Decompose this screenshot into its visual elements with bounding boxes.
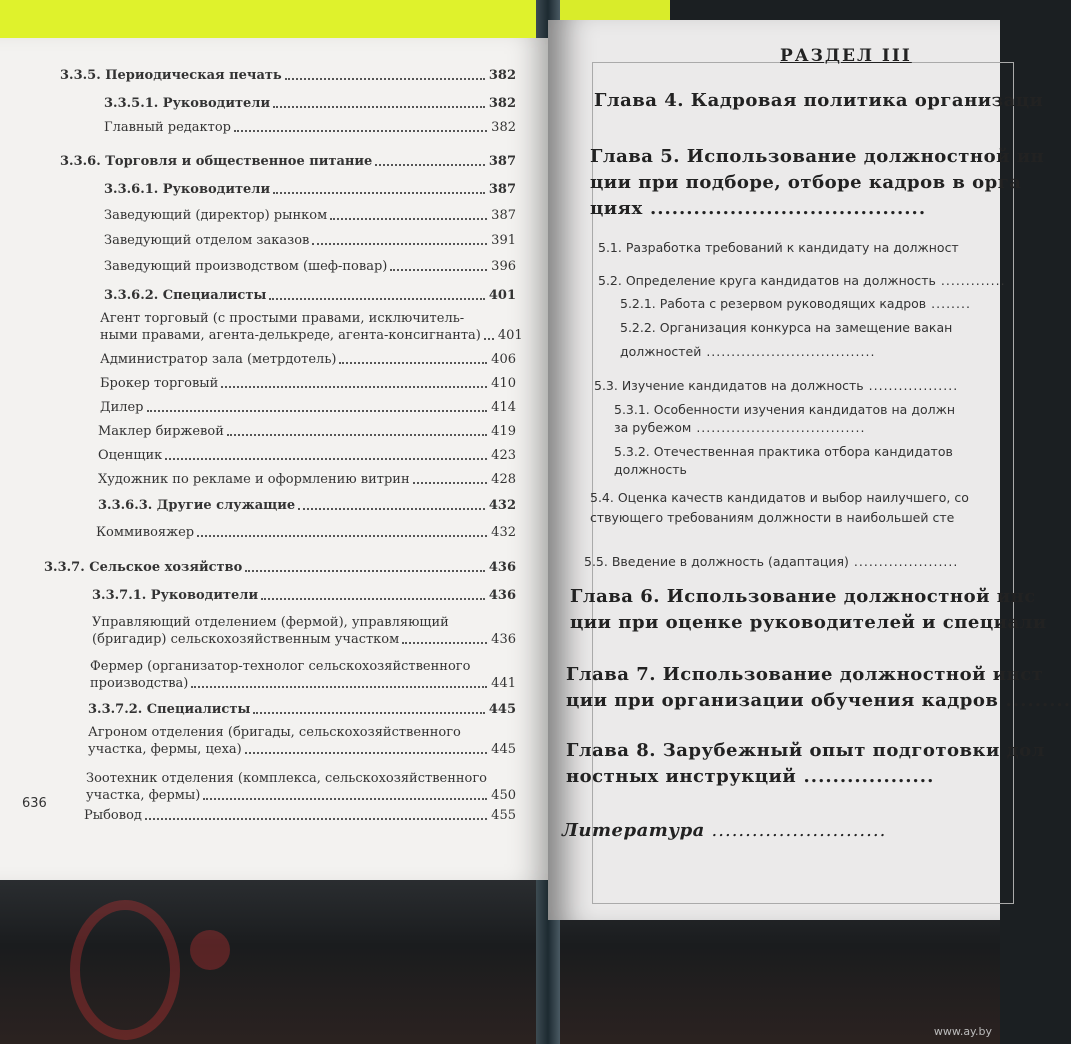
- chapter-5-line2: ции при подборе, отборе кадров в орга: [590, 172, 1022, 193]
- toc-entry: Маклер биржевой 419: [98, 424, 516, 439]
- chapter-8-line2: ностных инструкций ..................: [566, 766, 935, 787]
- toc-entry: производства) 441: [90, 676, 516, 691]
- toc-entry: 3.3.7.2. Специалисты 445: [88, 702, 516, 717]
- watermark: www.ay.by: [933, 1025, 992, 1038]
- toc-entry: Брокер торговый 410: [100, 376, 516, 391]
- toc-5-5: 5.5. Введение в должность (адаптация) .....................: [584, 554, 959, 569]
- toc-5-3-1-line2: за рубежом ..................................: [614, 420, 866, 435]
- toc-entry: Администратор зала (метрдотель) 406: [100, 352, 516, 367]
- toc-entry: Заведующий отделом заказов 391: [104, 233, 516, 248]
- decor-pattern: [70, 900, 180, 1040]
- toc-entry: 3.3.6. Торговля и общественное питание 387: [60, 154, 516, 169]
- toc-entry: Коммивояжер 432: [96, 525, 516, 540]
- literature: Литература ..........................: [562, 820, 887, 841]
- toc-entry: 3.3.5. Периодическая печать 382: [60, 68, 516, 83]
- toc-entry: 3.3.7.1. Руководители 436: [92, 588, 516, 603]
- toc-5-4-line1: 5.4. Оценка качеств кандидатов и выбор наилучшего, со: [590, 490, 969, 505]
- toc-entry-line1: Управляющий отделением (фермой), управляющий: [92, 615, 449, 630]
- chapter-4: Глава 4. Кадровая политика организаци: [594, 90, 1044, 111]
- toc-entry-line1: Агент торговый (с простыми правами, исключитель-: [100, 311, 465, 326]
- toc-entry: Дилер 414: [100, 400, 516, 415]
- toc-5-2-2-line2: должностей ..................................: [620, 344, 876, 359]
- toc-5-3-1-line1: 5.3.1. Особенности изучения кандидатов на должн: [614, 402, 956, 417]
- toc-entry: 3.3.7. Сельское хозяйство 436: [44, 560, 516, 575]
- toc-5-3-2-line2: должность: [614, 462, 687, 477]
- toc-5-3-2-line1: 5.3.2. Отечественная практика отбора кандидатов: [614, 444, 953, 459]
- toc-entry: (бригадир) сельскохозяйственным участком 436: [92, 632, 516, 647]
- toc-5-3: 5.3. Изучение кандидатов на должность ..................: [594, 378, 959, 393]
- page-number: 636: [22, 796, 47, 811]
- toc-5-2-1: 5.2.1. Работа с резервом руководящих кадров ........: [620, 296, 971, 311]
- chapter-8-line1: Глава 8. Зарубежный опыт подготовки дол: [566, 740, 1045, 761]
- toc-entry: Рыбовод 455: [84, 808, 516, 823]
- toc-5-2-2-line1: 5.2.2. Организация конкурса на замещение вакан: [620, 320, 953, 335]
- toc-entry: 3.3.6.1. Руководители 387: [104, 182, 516, 197]
- toc-entry: 3.3.6.3. Другие служащие 432: [98, 498, 516, 513]
- toc-entry: Заведующий производством (шеф-повар) 396: [104, 259, 516, 274]
- chapter-6-line2: ции при оценке руководителей и специали: [570, 612, 1047, 633]
- chapter-7-line1: Глава 7. Использование должностной инст: [566, 664, 1044, 685]
- toc-entry: 3.3.6.2. Специалисты 401: [104, 288, 516, 303]
- toc-entry: Заведующий (директор) рынком 387: [104, 208, 516, 223]
- toc-entry: Главный редактор 382: [104, 120, 516, 135]
- toc-entry-line1: Фермер (организатор-технолог сельскохозяйственного: [90, 659, 471, 674]
- toc-entry: ными правами, агента-делькреде, агента-консигнанта) 401: [100, 328, 523, 343]
- toc-entry: 3.3.5.1. Руководители 382: [104, 96, 516, 111]
- decor-pattern: [190, 930, 230, 970]
- toc-entry: Художник по рекламе и оформлению витрин 428: [98, 472, 516, 487]
- section-title: РАЗДЕЛ III: [780, 46, 912, 66]
- toc-entry: участка, фермы, цеха) 445: [88, 742, 516, 757]
- chapter-5-line1: Глава 5. Использование должностной ин: [590, 146, 1045, 167]
- toc-5-1: 5.1. Разработка требований к кандидату на должност: [598, 240, 959, 255]
- toc-entry: участка, фермы) 450: [86, 788, 516, 803]
- toc-5-2: 5.2. Определение круга кандидатов на должность .............: [598, 273, 1006, 288]
- chapter-6-line1: Глава 6. Использование должностной инс: [570, 586, 1036, 607]
- toc-entry: Оценщик 423: [98, 448, 516, 463]
- toc-5-4-line2: ствующего требованиям должности в наибольшей сте: [590, 510, 955, 525]
- chapter-5-line3: циях ......................................: [590, 198, 927, 219]
- chapter-7-line2: ции при организации обучения кадров .........: [566, 690, 1071, 711]
- toc-entry-line1: Агроном отделения (бригады, сельскохозяйственного: [88, 725, 461, 740]
- background-yellow: [0, 0, 560, 40]
- toc-entry-line1: Зоотехник отделения (комплекса, сельскохозяйственного: [86, 771, 487, 786]
